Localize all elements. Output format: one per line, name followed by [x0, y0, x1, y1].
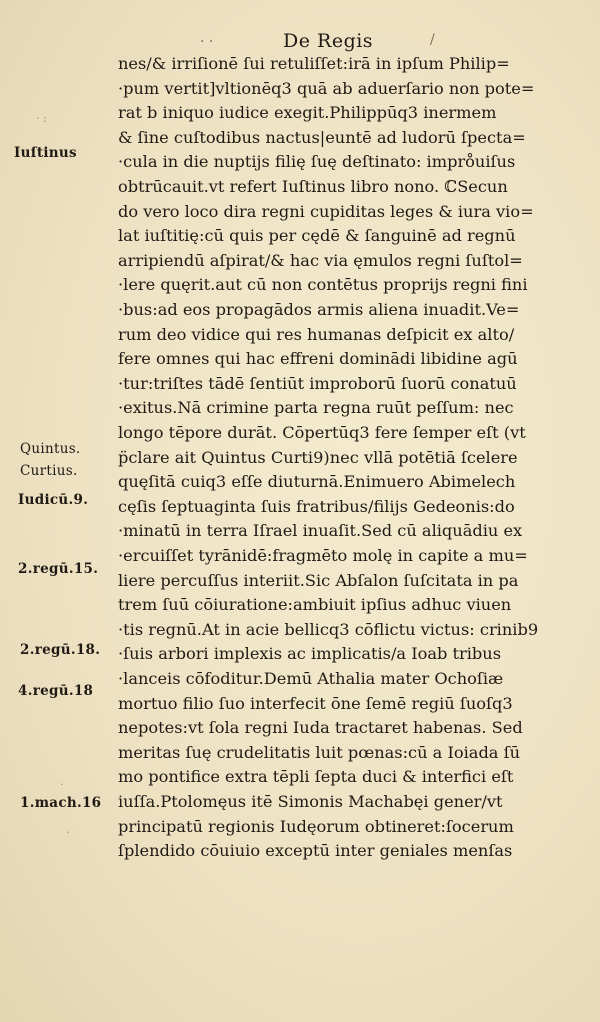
- text-line: meritas ſuę crudelitatis luit pœnas:cū a Ioiada ſū: [118, 742, 521, 762]
- text-line: rat b iniquo iudice exegit.Philippūq3 inermem: [118, 103, 497, 123]
- text-line: ·pum vertit]vltionēq3 quā ab aduerſario non pote=: [118, 78, 535, 98]
- header-mark: /: [430, 32, 435, 48]
- text-line: ·lere quęrit.aut cū non contētus proprijs regni fini: [118, 275, 528, 295]
- text-line: p̈clare ait Quintus Curti9)nec vllā potētiā ſcelere: [118, 447, 518, 467]
- text-line: ·lanceis cōfoditur.Demū Athalia mater Ochoſiæ: [118, 669, 504, 688]
- text-line: liere percuſſus interiit.Sic Abſalon ſuſcitata in pa: [118, 570, 519, 590]
- margin-note-2-regum-18: 2.regū.18.: [20, 642, 101, 658]
- text-line: longo tēpore durāt. Cōpertūq3 fere ſemper eſt (vt: [118, 423, 526, 442]
- margin-note-1-mach-16: 1.mach.16: [20, 795, 102, 811]
- running-title: De Regis: [283, 30, 374, 52]
- text-line: quęſitā cuiq3 eſſe diuturnā.Enimuero Abimelech: [118, 472, 516, 492]
- margin-note-iustinus: Iuſtinus: [14, 145, 77, 161]
- text-line: ·ſuis arbori implexis ac implicatis/a Ioab tribus: [118, 644, 502, 664]
- ink-speck: ·: [66, 826, 70, 839]
- text-line: cęſis ſeptuaginta ſuis fratribus/filijs Gedeonis:do: [118, 496, 515, 516]
- text-line: lat iuſtitię:cū quis per cędē & ſanguinē ad regnū: [118, 226, 516, 246]
- text-line: principatū regionis Iudęorum obtineret:ſocerum: [118, 816, 514, 836]
- text-line: mo pontifice extra tēpli ſepta duci & interfici eſt: [118, 767, 514, 787]
- text-line: ·tur:triſtes tādē ſentiūt improborū ſuorū conatuū: [118, 373, 517, 393]
- text-line: nepotes:vt ſola regni Iuda tractaret habenas. Sed: [118, 718, 523, 738]
- text-line: ·tis regnū.At in acie bellicq3 cōflictu victus: crinib9: [118, 619, 539, 639]
- text-line: ſplendido cōuiuio exceptū inter geniales menſas: [118, 841, 513, 861]
- text-line: mortuo filio ſuo interfecit ōne ſemē regiū ſuoſq3: [118, 693, 513, 713]
- margin-note-curtius: Curtius.: [20, 463, 78, 479]
- text-line: do vero loco dira regni cupiditas leges & iura vio=: [118, 201, 534, 221]
- text-line: ·exitus.Nā crimine parta regna ruūt peſſum: nec: [118, 398, 514, 418]
- margin-note-2-regum-15: 2.regū.15.: [18, 561, 99, 577]
- margin-note-4-regum-18: 4.regū.18: [18, 683, 94, 699]
- ink-speck: · :: [36, 112, 47, 125]
- text-line: arripiendū aſpirat/& hac via ęmulos regni ſuſtol=: [118, 250, 523, 270]
- text-line: ·cula in die nuptijs filię ſuę deſtinato: impro̊uiſus: [118, 152, 516, 172]
- text-line: nes/& irriſionē ſui retuliſſet:irā in ipſum Philip=: [118, 54, 510, 73]
- text-line: iuſſa.Ptolomęus itē Simonis Machabęi gener/vt: [118, 792, 503, 811]
- text-line: trem ſuū cōiuratione:ambiuit ipſius adhuc viuen: [118, 595, 512, 615]
- text-line: obtrūcauit.vt refert Iuſtinus libro nono. ℂSecun: [118, 177, 508, 196]
- text-line: ·minatū in terra Iſrael inuaſit.Sed cū aliquādiu ex: [118, 521, 523, 541]
- text-line: fere omnes qui hac effreni dominādi libidine agū: [118, 349, 518, 369]
- ink-speck: ·: [60, 778, 64, 791]
- text-line: ·bus:ad eos propagādos armis aliena inuadit.Ve=: [118, 300, 520, 319]
- text-line: & ſine cuſtodibus nactus|euntē ad ludorū ſpecta=: [118, 127, 526, 147]
- text-line: rum deo vidice qui res humanas deſpicit ex alto/: [118, 324, 515, 344]
- text-line: ·ercuiſſet tyrānidē:fragmēto molę in capite a mu=: [118, 546, 528, 565]
- header-ornament-dots: · ·: [200, 34, 214, 50]
- margin-note-quintus: Quintus.: [20, 441, 81, 457]
- margin-note-iudicum: Iudicū.9.: [18, 492, 89, 508]
